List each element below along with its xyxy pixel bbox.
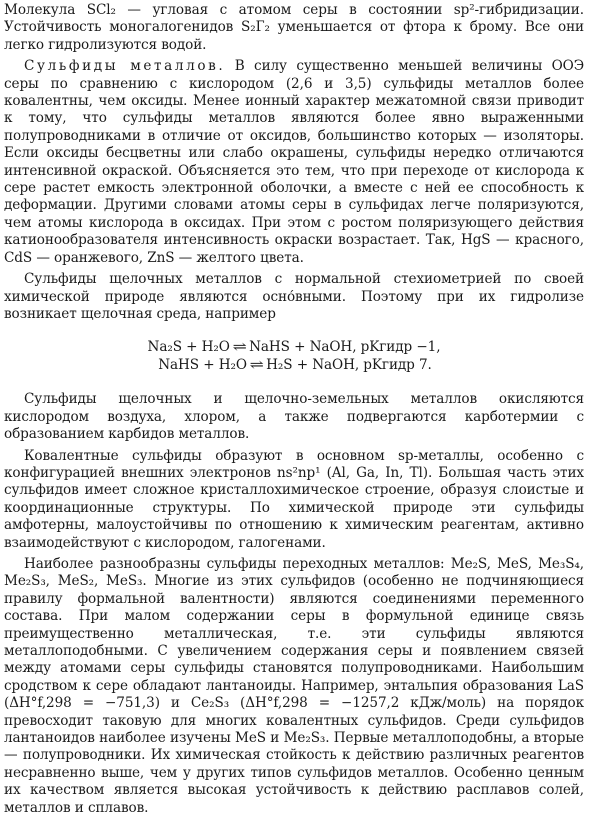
equation-2-left: NaHS + H₂O bbox=[158, 357, 247, 374]
paragraph-scl2: Молекула SCl₂ — угловая с атомом серы в состоянии sp²-гибридизации. Устойчивость моногалогенидов S₂Г₂ уменьшается от фтора к брому. Все они легко гидролизуются водой. bbox=[4, 2, 584, 53]
paragraph-transition-sulfides: Наиболее разнообразны сульфиды переходных металлов: Me₂S, MeS, Me₃S₄, Me₂S₃, MeS₂, MeS₃. Многие из этих сульфидов (особенно не подчиняющиеся правилу формальной валентности) являются соединениями переменного состава. При малом содержании серы в формульной единице связь преимущественно металлическая, т.е. эти сульфиды являются металлоподобными. С увеличением содержания серы и появлением связей между атомами серы сульфиды становятся полупроводниками. Наибольшим сродством к сере обладают лантаноиды. Например, энтальпия образования LaS (ΔH°f,298 = −751,3) и Ce₂S₃ (ΔH°f,298 = −1257,2 кДж/моль) на порядок превосходит таковую для многих ковалентных сульфидов. Среди сульфидов лантаноидов наиболее изучены MeS и Me₂S₃. Первые металлоподобны, а вторые — полупроводники. Их химическая стойкость к действию различных реагентов несравненно выше, чем у других типов сульфидов металлов. Особенно ценным их качеством является высокая устойчивость к действию расплавов солей, металлов и сплавов. bbox=[4, 555, 584, 816]
paragraph-covalent-sulfides: Ковалентные сульфиды образуют в основном sp-металлы, особенно с конфигурацией внешних электронов ns²np¹ (Al, Ga, In, Tl). Большая часть этих сульфидов имеет сложное кристаллохимическое строение, образуя слоистые и координационные структуры. По химической природе эти сульфиды амфотерны, малоустойчивы по отношению к химическим реагентам, активно взаимодействуют с кислородом, галогенами. bbox=[4, 447, 584, 551]
equation-1-left: Na₂S + H₂O bbox=[147, 339, 230, 356]
equation-line-1 bbox=[4, 338, 584, 356]
equation-2-right: H₂S + NaOH, pKгидр 7. bbox=[266, 357, 432, 374]
section-heading-metal-sulfides: Сульфиды металлов. bbox=[24, 58, 226, 75]
hydrolysis-equations bbox=[4, 338, 584, 374]
paragraph-metal-sulfides-text: В силу существенно меньшей величины ООЭ серы по сравнению с кислородом (2,6 и 3,5) сульфиды металлов более ковалентны, чем оксиды. Менее ионный характер межатомной связи приводит к тому, что сульфиды металлов являются более явно выраженными полупроводниками в отличие от оксидов, большинство которых — изоляторы. Если оксиды бесцветны или слабо окрашены, сульфиды нередко отличаются интенсивной окраской. Объясняется это тем, что при переходе от кислорода к сере растет емкость электронной оболочки, а вместе с ней ее способность к деформации. Другими словами атомы серы в сульфидах легче поляризуются, чем атомы кислорода в оксидах. При этом с ростом поляризующего действия катионообразователя интенсивность окраски возрастает. Так, HgS — красного, CdS — оранжевого, ZnS — желтого цвета. bbox=[4, 58, 584, 266]
paragraph-oxidation: Сульфиды щелочных и щелочно-земельных металлов окисляются кислородом воздуха, хлором, а также подвергаются карботермии с образованием карбидов металлов. bbox=[4, 391, 584, 443]
paragraph-metal-sulfides bbox=[4, 58, 584, 267]
paragraph-alkali-sulfides: Сульфиды щелочных металлов с нормальной стехиометрией по своей химической природе являются осно́вными. Поэтому при их гидролизе возникает щелочная среда, например bbox=[4, 271, 584, 322]
equilibrium-arrow-icon: ⇌ bbox=[249, 357, 264, 374]
equation-line-2 bbox=[4, 356, 584, 374]
equation-1-right: NaHS + NaOH, pKгидр −1, bbox=[249, 339, 441, 356]
equilibrium-arrow-icon: ⇌ bbox=[232, 339, 247, 356]
